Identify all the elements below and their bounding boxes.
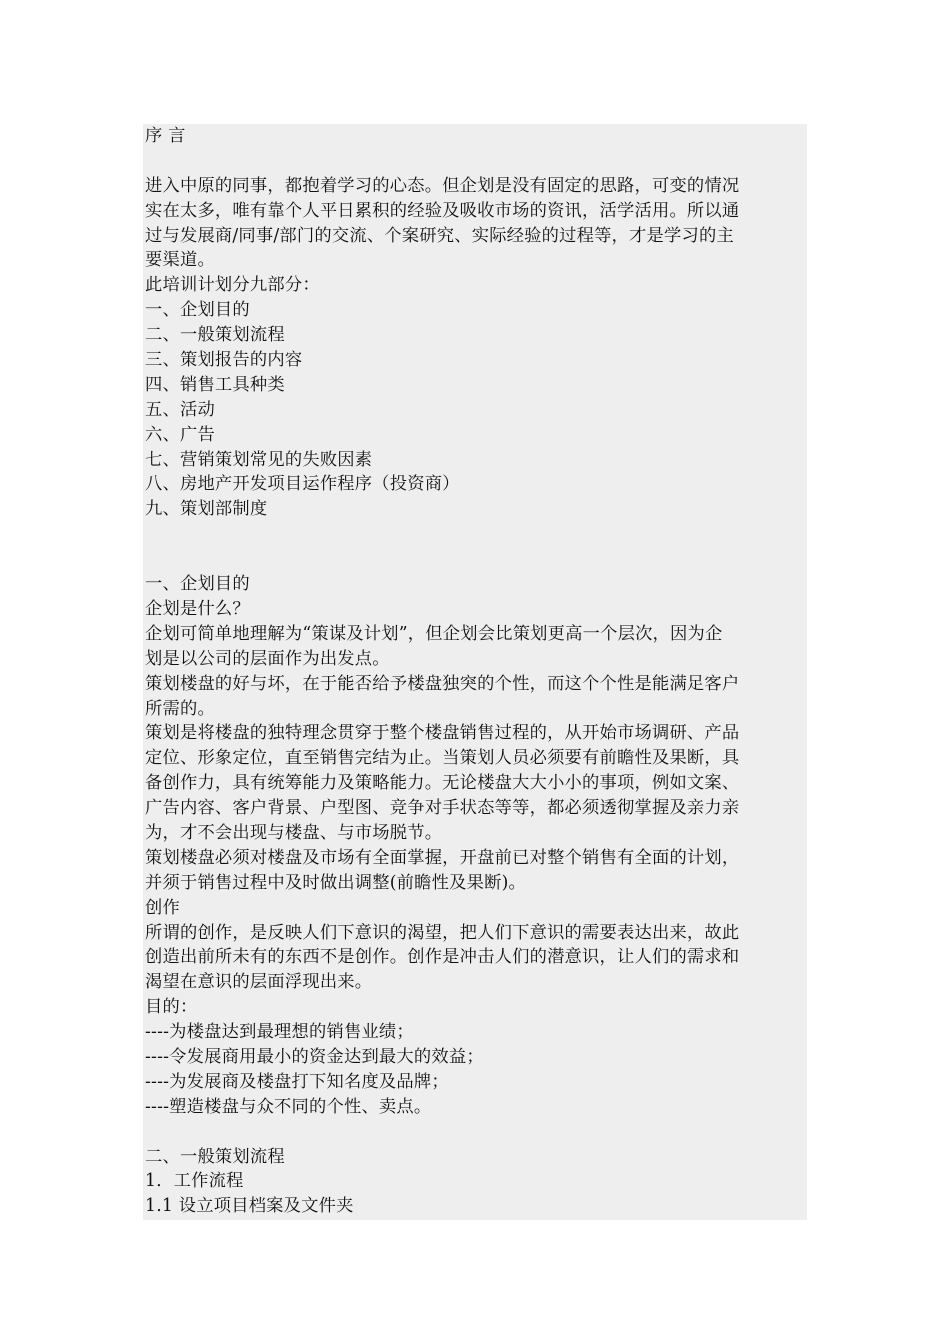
paragraph-line: 并须于销售过程中及时做出调整(前瞻性及果断)。: [145, 872, 526, 893]
goal-item: ----为楼盘达到最理想的销售业绩；: [145, 1022, 414, 1043]
paragraph-line: 要渠道。: [145, 250, 215, 271]
sub-heading: 1．工作流程: [145, 1171, 244, 1192]
section-heading: 一、企划目的: [145, 574, 250, 595]
goal-item: ----为发展商及楼盘打下知名度及品牌；: [145, 1071, 449, 1092]
sub-heading: 创作: [145, 897, 180, 918]
blank-line: [145, 1120, 805, 1145]
paragraph-line: 所需的。: [145, 698, 215, 719]
plan-intro: 此培训计划分九部分：: [145, 275, 320, 296]
paragraph-line: 实在太多，唯有靠个人平日累积的经验及吸收市场的资讯，活学活用。所以通: [145, 200, 740, 221]
toc-item: 五、活动: [145, 399, 215, 420]
toc-item: 二、一般策划流程: [145, 325, 285, 346]
paragraph-line: 为，才不会出现与楼盘、与市场脱节。: [145, 822, 443, 843]
sub-heading: 目的：: [145, 997, 198, 1018]
toc-item: 八、房地产开发项目运作程序（投资商）: [145, 474, 460, 495]
paragraph-line: 划是以公司的层面作为出发点。: [145, 648, 390, 669]
paragraph-line: 定位、形象定位，直至销售完结为止。当策划人员必须要有前瞻性及果断，具: [145, 748, 740, 769]
blank-gap: [145, 522, 805, 572]
document-body: [145, 124, 805, 1219]
paragraph-line: 企划可简单地理解为“策谋及计划”，但企划会比策划更高一个层次，因为企: [145, 623, 723, 644]
toc-item: 四、销售工具种类: [145, 374, 285, 395]
blank-line: [145, 149, 805, 174]
sub-heading: 1.1 设立项目档案及文件夹: [145, 1196, 354, 1217]
toc-item: 六、广告: [145, 424, 215, 445]
paragraph-line: 过与发展商/同事/部门的交流、个案研究、实际经验的过程等，才是学习的主: [145, 225, 734, 246]
paragraph-line: 渴望在意识的层面浮现出来。: [145, 972, 373, 993]
paragraph-line: 创造出前所未有的东西不是创作。创作是冲击人们的潜意识，让人们的需求和: [145, 947, 740, 968]
paragraph-line: 策划楼盘的好与坏，在于能否给予楼盘独突的个性，而这个个性是能满足客户: [145, 673, 740, 694]
paragraph-line: 策划楼盘必须对楼盘及市场有全面掌握，开盘前已对整个销售有全面的计划，: [145, 847, 740, 868]
section-question: 企划是什么？: [145, 598, 250, 619]
toc-item: 九、策划部制度: [145, 499, 268, 520]
toc-item: 三、策划报告的内容: [145, 350, 303, 371]
goal-item: ----令发展商用最小的资金达到最大的效益；: [145, 1046, 484, 1067]
paragraph-line: 备创作力，具有统筹能力及策略能力。无论楼盘大大小小的事项，例如文案、: [145, 773, 740, 794]
toc-item: 七、营销策划常见的失败因素: [145, 449, 373, 470]
paragraph-line: 所谓的创作，是反映人们下意识的渴望，把人们下意识的需要表达出来，故此: [145, 922, 740, 943]
paragraph-line: 进入中原的同事，都抱着学习的心态。但企划是没有固定的思路，可变的情况: [145, 175, 740, 196]
paragraph-line: 广告内容、客户背景、户型图、竞争对手状态等等，都必须透彻掌握及亲力亲: [145, 798, 740, 819]
paragraph-line: 策划是将楼盘的独特理念贯穿于整个楼盘销售过程的，从开始市场调研、产品: [145, 723, 740, 744]
section-heading: 二、一般策划流程: [145, 1146, 285, 1167]
goal-item: ----塑造楼盘与众不同的个性、卖点。: [145, 1096, 432, 1117]
toc-item: 一、企划目的: [145, 300, 250, 321]
preface-title: 序 言: [145, 126, 186, 146]
